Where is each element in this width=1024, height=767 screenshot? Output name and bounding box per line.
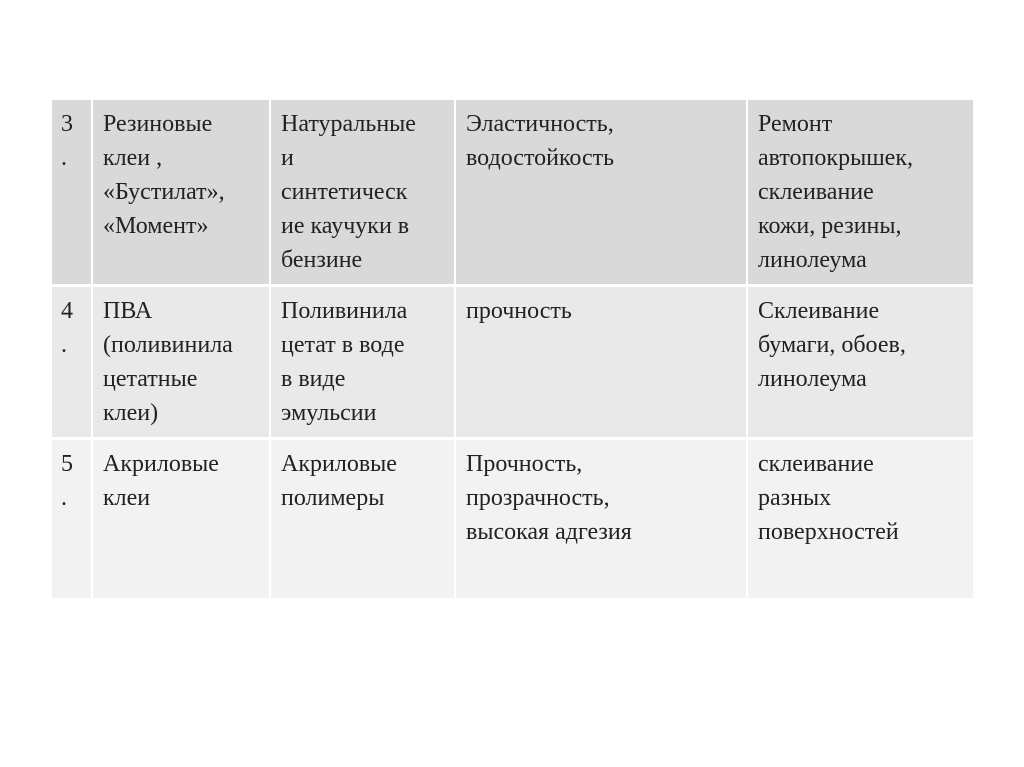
adhesives-table <box>50 100 975 598</box>
glue-use-cell: склеивание разных поверхностей <box>747 439 974 599</box>
glue-use-cell: Склеивание бумаги, обоев, линолеума <box>747 286 974 439</box>
row-number-cell: 3 . <box>51 100 92 286</box>
glue-use-cell: Ремонт автопокрышек, склеивание кожи, резины, линолеума <box>747 100 974 286</box>
glue-properties-cell: прочность <box>455 286 747 439</box>
glue-name-cell: ПВА (поливинила цетатные клеи) <box>92 286 270 439</box>
glue-basis-cell: Поливинила цетат в воде в виде эмульсии <box>270 286 455 439</box>
glue-properties-cell: Эластичность, водостойкость <box>455 100 747 286</box>
row-number-cell: 4 . <box>51 286 92 439</box>
table-row <box>51 439 974 599</box>
glue-basis-cell: Натуральные и синтетическ ие каучуки в бензине <box>270 100 455 286</box>
glue-name-cell: Акриловые клеи <box>92 439 270 599</box>
table-row <box>51 100 974 286</box>
glue-properties-cell: Прочность, прозрачность, высокая адгезия <box>455 439 747 599</box>
glue-name-cell: Резиновые клеи , «Бустилат», «Момент» <box>92 100 270 286</box>
table-row <box>51 286 974 439</box>
glue-basis-cell: Акриловые полимеры <box>270 439 455 599</box>
row-number-cell: 5 . <box>51 439 92 599</box>
